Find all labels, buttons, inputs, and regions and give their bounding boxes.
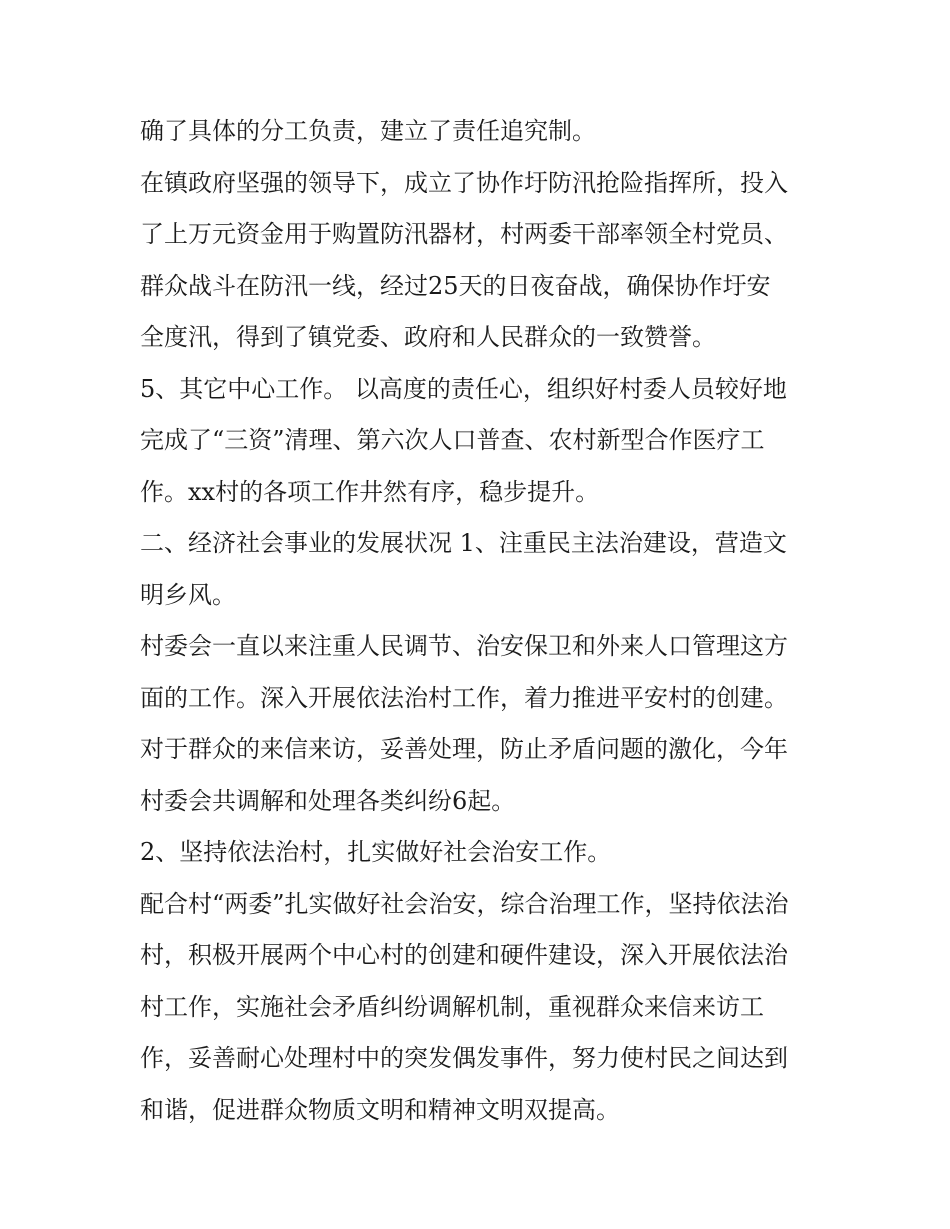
document-body — [140, 106, 820, 1136]
text-line: 明乡风。 — [140, 580, 236, 609]
text-line: 对于群众的来信来访，妥善处理，防止矛盾问题的激化，今年 — [140, 735, 788, 763]
text-line: 村委会一直以来注重人民调节、治安保卫和外来人口管理这方 — [140, 632, 788, 660]
text-line: 完成了“三资”清理、第六次人口普查、农村新型合作医疗工 — [140, 426, 765, 454]
text-line: 二、经济社会事业的发展状况 1、注重民主法治建设，营造文 — [140, 529, 787, 557]
text-line: 配合村“两委”扎实做好社会治安，综合治理工作，坚持依法治 — [140, 889, 789, 918]
text-line: 5、其它中心工作。 以高度的责任心，组织好村委人员较好地 — [140, 374, 787, 403]
text-line: 村，积极开展两个中心村的创建和硬件建设，深入开展依法治 — [140, 941, 788, 969]
text-line: 确了具体的分工负责，建立了责任追究制。 — [140, 117, 596, 145]
text-line: 在镇政府坚强的领导下，成立了协作圩防汛抢险指挥所，投入 — [140, 168, 788, 197]
text-line: 作。xx村的各项工作井然有序，稳步提升。 — [140, 477, 600, 506]
text-line: 作，妥善耐心处理村中的突发偶发事件，努力使村民之间达到 — [140, 1044, 788, 1072]
text-line: 村工作，实施社会矛盾纠纷调解机制，重视群众来信来访工 — [140, 992, 764, 1021]
text-line: 和谐，促进群众物质文明和精神文明双提高。 — [140, 1095, 620, 1124]
text-line: 了上万元资金用于购置防汛器材，村两委干部率领全村党员、 — [140, 220, 788, 248]
text-line: 村委会共调解和处理各类纠纷6起。 — [140, 786, 516, 815]
text-line: 群众战斗在防汛一线，经过25天的日夜奋战，确保协作圩安 — [140, 271, 771, 300]
text-line: 面的工作。深入开展依法治村工作，着力推进平安村的创建。 — [140, 683, 788, 712]
text-line: 2、坚持依法治村，扎实做好社会治安工作。 — [140, 838, 612, 866]
text-line: 全度汛，得到了镇党委、政府和人民群众的一致赞誉。 — [140, 323, 716, 351]
